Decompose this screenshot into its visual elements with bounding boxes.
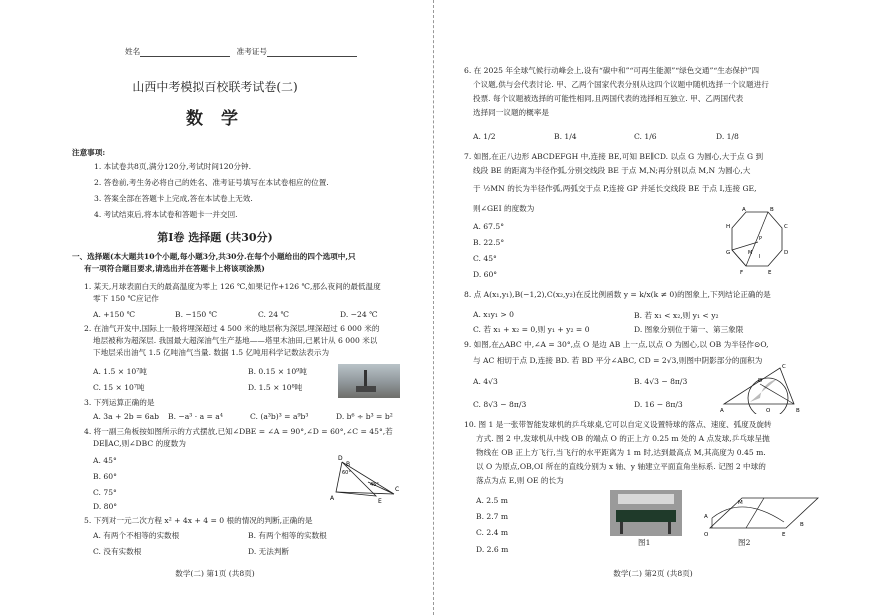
id-underline [267,48,357,57]
q6-option-a: A. 1/2 [473,132,496,141]
name-label: 姓名 [125,47,141,56]
q6-option-d: D. 1/8 [716,132,739,141]
fig4-label: A [330,495,335,502]
ball-trajectory [712,507,784,522]
q1-option-d: D. −24 ℃ [340,310,378,319]
q9-option-b: B. 4√3 − 8π/3 [634,377,688,386]
fig4-label: E [378,498,382,505]
q3-option-b: B. −a³ · a = a⁴ [168,412,223,421]
q9-option-a: A. 4√3 [473,377,498,386]
triangle-set-figure [328,450,404,506]
fig7-label: D [784,250,789,256]
q5-option-a: A. 有两个不相等的实数根 [93,531,180,540]
q4-option-a: A. 45° [93,456,117,465]
q10-option-a: A. 2.5 m [476,496,509,505]
q4-option-b: B. 60° [93,472,117,481]
table-diagram [702,492,826,538]
q7-option-b: B. 22.5° [473,238,505,247]
q5-option-b: B. 有两个相等的实数根 [248,531,327,540]
q10-option-d: D. 2.6 m [476,545,509,554]
figure-line [746,212,768,266]
figure-line [732,250,746,266]
q8-option-b: B. 若 x₁ < x₂,则 y₁ < y₂ [634,311,719,320]
fig7-label: B [770,207,774,213]
page-divider [433,0,434,615]
fig10-label: B [800,522,804,528]
fig9-label: B [796,408,800,414]
section-desc-line: 有一项符合题目要求,请选出并在答题卡上将该项涂黑) [84,264,265,273]
fig9-label: O [766,408,771,414]
octagon-figure [726,204,790,278]
notice-item: 1. 本试卷共8页,满分120分,考试时间120分钟. [94,162,252,171]
fig10-label: E [782,532,786,538]
fig7-label: M [748,250,753,256]
q2-stem: 2. 在油气开发中,国际上一般将埋深超过 4 500 米的地层称为深层,埋深超过 6 000 米的 [84,324,380,333]
net-line [746,498,764,528]
q7-option-c: C. 45° [473,254,497,263]
q6-stem: 6. 在 2025 年全球气候行动峰会上,设有“碳中和”“可再生能源”“绿色交通”“生态保护”四 [464,66,760,75]
fig7-label: H [726,224,731,230]
notice-item: 4. 考试结束后,将本试卷和答题卡一并交回. [94,210,238,219]
circle-triangle-figure [720,362,804,414]
fig7-label: C [784,224,788,230]
q10-option-c: C. 2.4 m [476,528,509,537]
q3-option-d: D. b⁶ ÷ b³ = b² [336,412,393,421]
notice-item: 2. 答卷前,考生务必将自己的姓名、准考证号填写在本试卷相应的位置. [94,178,329,187]
q10-stem: 落点为点 E,则 OE 的长为 [476,476,564,485]
q3-option-a: A. 3a + 2b = 6ab [93,412,159,421]
q6-option-b: B. 1/4 [554,132,577,141]
q7-stem: 7. 如图,在正八边形 ABCDEFGH 中,连接 BE,可知 BE∥CD. 以点 G 为圆心,大于点 G 到 [464,152,764,161]
q7-option-d: D. 60° [473,270,498,279]
q10-stem: 物线在 OB 正上方飞行,当飞行的水平距离为 1 m 时,达到最高点 M,其高度为 0.45 m. [476,448,766,457]
q2-stem: 地层被称为超深层. 我国最大超深油气生产基地——塔里木油田,已累计从 6 000 米以 [93,336,378,345]
name-field [125,47,357,57]
q1-option-b: B. −150 ℃ [175,310,218,319]
fig7-label: F [740,270,744,276]
page-footer: 数学(二) 第1页 (共8页) [175,569,255,578]
q2-option-b: B. 0.15 × 10⁹吨 [248,367,307,376]
fig7-label: I [759,254,761,260]
fig10-label: A [704,514,708,520]
q8-option-a: A. x₁y₁ > 0 [473,310,514,319]
fig4-label: D [338,455,343,462]
q2-option-d: D. 1.5 × 10⁸吨 [248,383,303,392]
q2-option-c: C. 15 × 10⁷吨 [93,383,145,392]
fig7-label: P [759,236,763,242]
q5-option-d: D. 无法判断 [248,547,290,556]
q7-stem: 于 ½MN 的长为半径作弧,两弧交于点 P,连接 GP 并延长交线段 BE 于点 I,连接 GE, [473,184,757,193]
left-page [0,0,432,615]
q7-option-a: A. 67.5° [473,222,505,231]
q4-option-d: D. 80° [93,502,118,511]
fig4-label: 45° [370,482,379,488]
q10-stem: 10. 图 1 是一张带智能发球机的乒乓球桌,它可以自定义设置特球的落点、速度、弧度及旋转 [464,420,772,429]
ping-pong-table-photo [610,490,682,536]
fig10-label: O [704,532,709,538]
fig7-label: G [726,250,731,256]
q1-stem: 1. 某天,月球表面白天的最高温度为零上 126 ℃,如果记作+126 ℃,那么夜间的最低温度 [84,282,381,291]
q1-option-a: A. +150 ℃ [93,310,136,319]
q6-stem: 个议题,供与会代表讨论. 甲、乙两个国家代表分别从这四个议题中随机选择一个议题进行 [473,80,769,89]
notice-title: 注意事项: [72,148,106,157]
page-footer: 数学(二) 第2页 (共8页) [613,569,693,578]
right-page [438,0,870,615]
fig4-label: B [346,461,351,468]
fig10-label: M [738,500,743,506]
fig7-label: E [768,270,772,276]
q10-option-b: B. 2.7 m [476,512,509,521]
q7-stem: 则∠GEI 的度数为 [473,204,535,213]
q9-stem: 9. 如图,在△ABC 中,∠A = 30°,点 O 是边 AB 上一点,以点 O 为圆心,以 OB 为半径作⊙O, [464,340,769,349]
fig4-label: 60° [342,470,351,476]
q5-option-c: C. 没有实数根 [93,547,142,556]
q1-option-c: C. 24 ℃ [258,310,289,319]
q9-option-c: C. 8√3 − 8π/3 [473,400,527,409]
q10-stem: 以 O 为原点,OB,OI 所在的直线分别为 x 轴、y 轴建立平面直角坐标系. 记图 2 中球的 [476,462,766,471]
q2-stem: 下地层采出油气 1.5 亿吨油气当量. 数据 1.5 亿吨用科学记数法表示为 [93,348,330,357]
figure2-caption: 图2 [738,538,751,547]
q4-option-c: C. 75° [93,488,117,497]
q4-stem: 4. 将一副三角板按如图所示的方式摆放,已知∠DBE = ∠A = 90°,∠D = 60°,∠C = 45°,若 [84,427,393,436]
id-label: 准考证号 [236,47,267,56]
q2-option-a: A. 1.5 × 10⁷吨 [93,367,147,376]
q9-stem: 与 AC 相切于点 D,连接 BD. 若 BD 平分∠ABC, CD = 2√3,则图中阴影部分的面积为 [473,356,763,365]
q6-option-c: C. 1/6 [634,132,657,141]
q8-stem: 8. 点 A(x₁,y₁),B(−1,2),C(x₂,y₂)在反比例函数 y = k/x(k ≠ 0)的图象上,下列结论正确的是 [464,290,771,299]
q3-stem: 3. 下列运算正确的是 [84,398,155,407]
q8-option-d: D. 图象分别位于第一、第三象限 [634,325,744,334]
q6-stem: 投票. 每个议题被选择的可能性相同,且两国代表的选择相互独立. 甲、乙两国代表 [473,94,744,103]
q5-stem: 5. 下列对一元二次方程 x² + 4x + 4 = 0 根的情况的判断,正确的是 [84,516,313,525]
fig4-label: C [395,486,400,493]
oil-field-photo [338,364,400,398]
section-desc-line: 一、选择题(本大题共10个小题,每小题3分,共30分.在每个小题给出的四个选项中,只 [72,252,356,261]
q10-stem: 方式. 图 2 中,发球机从中线 OB 的端点 O 的正上方 0.25 m 处的 A 点发球,乒乓球呈抛 [476,434,770,443]
fig9-label: A [720,408,724,414]
q7-stem: 线段 BE 的距离为半径作弧,分别交线段 BE 于点 M,N;再分别以点 M,N 为圆心,大 [473,166,751,175]
q1-stem: 零下 150 ℃应记作 [93,294,159,303]
exam-title: 山西中考模拟百校联考试卷(二) [132,80,298,94]
q9-option-d: D. 16 − 8π/3 [634,400,683,409]
fig9-label: C [782,364,786,370]
name-underline [140,48,230,57]
shaded-region [750,379,777,402]
section-title: 第Ⅰ卷 选择题 (共30分) [157,231,273,244]
subject-title: 数 学 [186,109,244,129]
q6-stem: 选择同一议题的概率是 [473,108,549,117]
fig7-label: A [742,207,746,213]
fig9-label: D [758,378,763,384]
q8-option-c: C. 若 x₁ + x₂ = 0,则 y₁ + y₂ = 0 [473,325,590,334]
figure1-caption: 图1 [638,538,651,547]
q4-stem: DE∥AC,则∠DBC 的度数为 [93,439,186,448]
segment-bd [760,384,794,404]
notice-item: 3. 答案全部在答题卡上完成,答在本试卷上无效. [94,194,253,203]
q3-option-c: C. (a³b)³ = a⁹b³ [250,412,309,421]
